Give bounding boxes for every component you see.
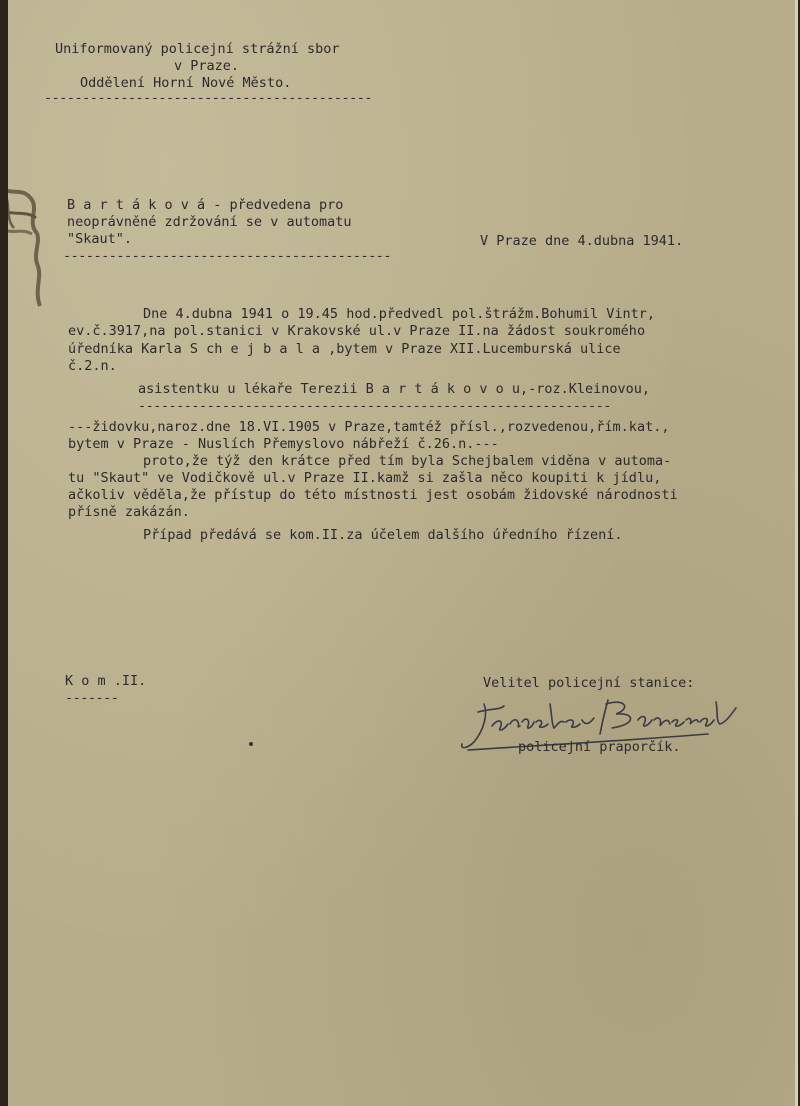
- subject-line-2: neoprávněné zdržování se v automatu: [67, 214, 352, 230]
- body-line-8: tu "Skaut" ve Vodičkově ul.v Praze II.kamž si zašla něco koupiti k jídlu,: [68, 470, 662, 486]
- kom-label: K o m .II.: [65, 673, 147, 689]
- body-line-10: přísně zakázán.: [68, 504, 190, 520]
- signer-rank: policejní praporčík.: [518, 739, 681, 755]
- subject-line-1: B a r t á k o v á - předvedena pro: [67, 197, 344, 213]
- body-line-2: ev.č.3917,na pol.stanici v Krakovské ul.v Praze II.na žádost soukromého: [68, 323, 646, 339]
- document-page: [8, 0, 798, 1106]
- body-line-9: ačkoliv věděla,že přístup do této místnosti jest osobám židovské národnosti: [68, 487, 678, 503]
- kom-rule: -------: [65, 690, 119, 706]
- page-edge: [795, 0, 798, 1106]
- person-rule: --------------------------------------------------------------: [138, 398, 611, 414]
- body-line-1: Dne 4.dubna 1941 o 19.45 hod.předvedl pol.štrážm.Bohumil Vintr,: [143, 306, 656, 322]
- subject-line-3: "Skaut".: [67, 231, 133, 247]
- body-line-5: ---židovku,naroz.dne 18.VI.1905 v Praze,tamtéž přísl.,rozvedenou,řím.kat.,: [68, 419, 670, 435]
- date-line: V Praze dne 4.dubna 1941.: [480, 233, 684, 249]
- ink-speck: [249, 742, 253, 746]
- body-line-6: bytem v Praze - Nuslích Přemyslovo nábřeží č.26.n.---: [68, 436, 499, 452]
- signer-title: Velitel policejní stanice:: [483, 675, 695, 691]
- body-line-7: proto,že týž den krátce před tím byla Schejbalem viděna v automa-: [143, 453, 672, 469]
- body-line-4: č.2.n.: [68, 358, 117, 374]
- body-line-3: úředníka Karla S ch e j b a l a ,bytem v Praze XII.Lucemburská ulice: [68, 341, 621, 357]
- header-line-2: v Praze.: [174, 58, 240, 74]
- binding-string: [8, 170, 50, 310]
- person-line: asistentku u lékaře Terezii B a r t á k o v o u,-roz.Kleinovou,: [138, 381, 651, 397]
- header-line-1: Uniformovaný policejní strážní sbor: [55, 41, 340, 57]
- body-closing: Případ předává se kom.II.za účelem dalšího úředního řízení.: [143, 527, 623, 543]
- header-rule: -------------------------------------------: [44, 90, 372, 106]
- subject-rule: -------------------------------------------: [63, 248, 391, 264]
- header-line-3: Oddělení Horní Nové Město.: [80, 75, 292, 91]
